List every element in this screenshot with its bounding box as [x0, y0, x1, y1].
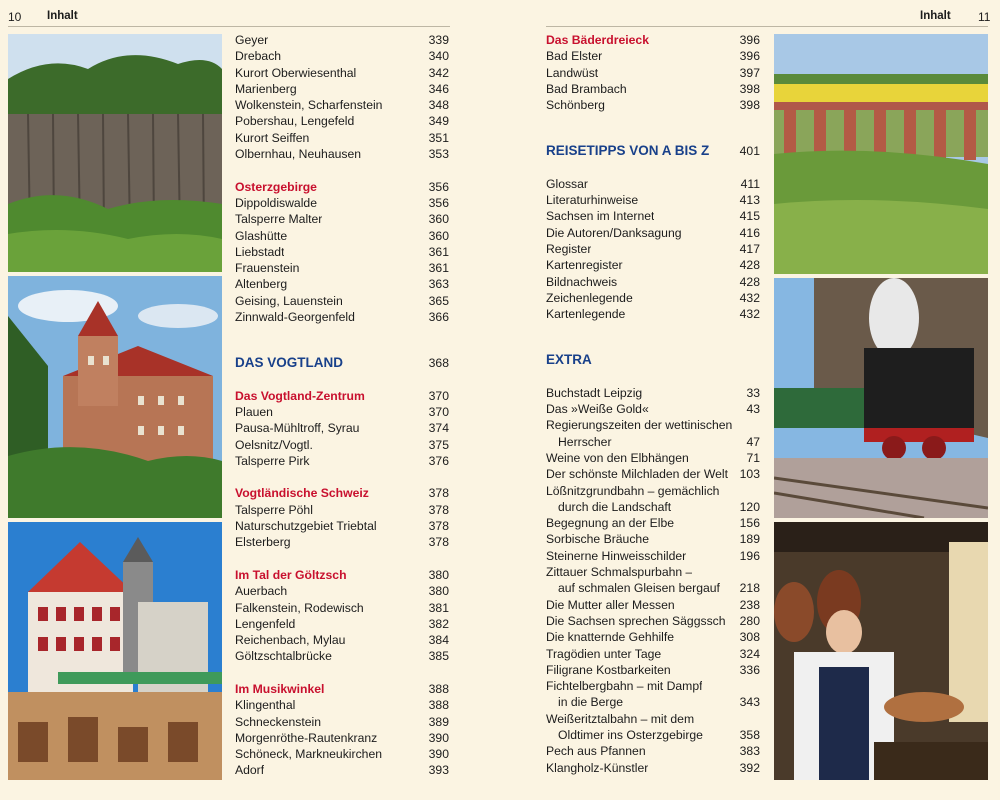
toc-entry-title: Talsperre Pirk — [235, 453, 310, 468]
toc-entry-page: 416 — [739, 225, 760, 240]
toc-entry[interactable] — [235, 730, 449, 746]
toc-entry[interactable] — [546, 466, 760, 482]
toc-entry[interactable] — [235, 244, 449, 260]
toc-entry-title: Im Musikwinkel — [235, 681, 325, 696]
toc-entry-title: Göltzschtalbrücke — [235, 649, 332, 664]
toc-entry[interactable] — [235, 113, 449, 129]
toc-section-heading[interactable] — [235, 179, 449, 195]
toc-entry-page: 280 — [739, 613, 760, 628]
toc-entry[interactable] — [546, 646, 760, 662]
toc-entry[interactable] — [546, 241, 760, 257]
toc-entry-page: 346 — [428, 81, 449, 96]
toc-spacer — [546, 322, 760, 346]
toc-entry-title: Pech aus Pfannen — [546, 744, 646, 759]
toc-entry-title: Elsterberg — [235, 535, 291, 550]
toc-entry[interactable] — [546, 629, 760, 645]
toc-entry[interactable] — [235, 420, 449, 436]
toc-entry[interactable] — [546, 580, 760, 596]
toc-entry-title: Adorf — [235, 763, 265, 778]
toc-entry-title: Kurort Oberwiesenthal — [235, 65, 357, 80]
toc-entry[interactable] — [235, 404, 449, 420]
toc-spacer — [546, 113, 760, 137]
toc-section-heading[interactable] — [235, 485, 449, 501]
toc-entry-page: 384 — [428, 633, 449, 648]
toc-entry[interactable] — [235, 502, 449, 518]
toc-entry-title: Die Mutter aller Messen — [546, 597, 675, 612]
toc-entry[interactable] — [546, 65, 760, 81]
toc-entry[interactable] — [546, 401, 760, 417]
toc-entry-page: 432 — [739, 307, 760, 322]
toc-entry-page: 120 — [739, 499, 760, 514]
toc-entry[interactable] — [235, 276, 449, 292]
toc-entry-page: 381 — [428, 600, 449, 615]
toc-entry-page: 343 — [739, 695, 760, 710]
toc-entry-title: Klingenthal — [235, 698, 296, 713]
toc-entry-title: in die Berge — [558, 695, 624, 710]
toc-entry-title: Herrscher — [558, 434, 612, 449]
toc-entry-title: Steinerne Hinweisschilder — [546, 548, 687, 563]
toc-entry-title: Bildnachweis — [546, 274, 618, 289]
toc-entry-page: 339 — [428, 33, 449, 47]
toc-entry[interactable] — [235, 632, 449, 648]
header-rule-left — [8, 26, 450, 27]
toc-entry-title: Landwüst — [546, 65, 599, 80]
toc-entry-page: 358 — [739, 727, 760, 742]
toc-entry-title: Schönberg — [546, 98, 605, 113]
toc-entry-title: Bad Elster — [546, 49, 603, 64]
toc-entry-title: Regierungszeiten der wettinischen — [546, 418, 733, 433]
toc-entry-title: Im Tal der Göltzsch — [235, 567, 347, 582]
toc-entry-title: Literaturhinweise — [546, 193, 639, 208]
toc-entry-page: 396 — [739, 49, 760, 64]
toc-entry[interactable] — [546, 499, 760, 515]
toc-entry-page: 417 — [739, 241, 760, 256]
toc-entry[interactable] — [235, 65, 449, 81]
toc-entry[interactable] — [235, 81, 449, 97]
toc-entry-page: 336 — [739, 662, 760, 677]
toc-entry-page: 356 — [428, 179, 449, 194]
toc-entry-title: Klangholz-Künstler — [546, 760, 649, 775]
toc-entry[interactable] — [235, 518, 449, 534]
toc-entry-page: 324 — [739, 646, 760, 661]
page-number-right: 11 — [978, 10, 991, 24]
toc-entry[interactable] — [235, 32, 449, 48]
toc-entry-title: Kartenlegende — [546, 307, 626, 322]
toc-entry[interactable] — [235, 293, 449, 309]
toc-entry-page: 33 — [746, 385, 760, 400]
toc-entry-title: Pobershau, Lengefeld — [235, 114, 355, 129]
toc-chapter-heading[interactable] — [235, 349, 449, 371]
toc-entry-title: Oelsnitz/Vogtl. — [235, 437, 313, 452]
running-title-left: Inhalt — [47, 10, 78, 22]
toc-entry-page: 378 — [428, 486, 449, 501]
toc-entry[interactable] — [546, 274, 760, 290]
toc-entry-page: 398 — [739, 98, 760, 113]
toc-entry-page: 388 — [428, 681, 449, 696]
toc-entry[interactable] — [546, 727, 760, 743]
toc-entry-page: 378 — [428, 502, 449, 517]
photo-instrument-maker — [774, 522, 988, 780]
toc-entry-page: 360 — [428, 228, 449, 243]
toc-entry-page: 380 — [428, 584, 449, 599]
toc-entry[interactable] — [546, 176, 760, 192]
toc-entry-title: durch die Landschaft — [558, 499, 672, 514]
toc-entry[interactable] — [235, 260, 449, 276]
toc-entry[interactable] — [235, 211, 449, 227]
toc-entry-title: Lößnitzgrundbahn – gemächlich — [546, 483, 720, 498]
toc-entry[interactable] — [546, 743, 760, 759]
toc-entry-page: 368 — [428, 356, 449, 371]
photo-town-hall-market — [8, 522, 222, 780]
toc-entry-title: Geising, Lauenstein — [235, 293, 343, 308]
toc-section-heading[interactable] — [235, 567, 449, 583]
toc-entry-page: 308 — [739, 630, 760, 645]
toc-entry-page: 428 — [739, 274, 760, 289]
toc-entry-page: 71 — [746, 450, 760, 465]
toc-entry-title: Dippoldiswalde — [235, 195, 317, 210]
toc-chapter-heading[interactable] — [546, 137, 760, 159]
toc-entry-title: Glashütte — [235, 228, 288, 243]
toc-entry-title: DAS VOGTLAND — [235, 355, 343, 371]
toc-entry[interactable] — [546, 483, 760, 499]
toc-entry-page: 351 — [428, 130, 449, 145]
toc-entry[interactable] — [546, 290, 760, 306]
toc-entry-page: 375 — [428, 437, 449, 452]
toc-entry-title: Oldtimer ins Osterzgebirge — [558, 727, 703, 742]
toc-entry[interactable] — [235, 648, 449, 664]
toc-entry-title: Osterzgebirge — [235, 179, 317, 194]
toc-entry-page: 189 — [739, 532, 760, 547]
toc-entry-title: Altenberg — [235, 277, 288, 292]
toc-entry-title: Wolkenstein, Scharfenstein — [235, 98, 383, 113]
toc-entry[interactable] — [235, 97, 449, 113]
toc-entry[interactable] — [235, 583, 449, 599]
toc-entry-title: Falkenstein, Rodewisch — [235, 600, 364, 615]
toc-entry-title: Schneckenstein — [235, 714, 322, 729]
toc-spacer — [235, 371, 449, 387]
toc-entry[interactable] — [546, 434, 760, 450]
toc-entry-title: Die Sachsen sprechen Säggssch — [546, 613, 726, 628]
toc-entry-title: Kartenregister — [546, 258, 623, 273]
toc-section-heading[interactable] — [235, 681, 449, 697]
toc-entry-title: auf schmalen Gleisen bergauf — [558, 581, 720, 596]
toc-entry[interactable] — [235, 195, 449, 211]
toc-entry[interactable] — [546, 192, 760, 208]
toc-entry[interactable] — [235, 48, 449, 64]
toc-entry-title: Morgenröthe-Rautenkranz — [235, 730, 378, 745]
toc-entry-page: 413 — [739, 193, 760, 208]
toc-entry-page: 47 — [746, 434, 760, 449]
toc-entry-page: 356 — [428, 195, 449, 210]
toc-spacer — [235, 469, 449, 485]
toc-entry-page: 156 — [739, 516, 760, 531]
toc-entry[interactable] — [235, 714, 449, 730]
toc-entry[interactable] — [546, 711, 760, 727]
toc-entry[interactable] — [546, 564, 760, 580]
toc-entry-title: Bad Brambach — [546, 81, 627, 96]
page-number-left: 10 — [8, 10, 22, 24]
toc-entry-title: Drebach — [235, 49, 282, 64]
toc-entry-title: Das »Weiße Gold« — [546, 402, 649, 417]
toc-entry[interactable] — [235, 453, 449, 469]
toc-entry-page: 376 — [428, 453, 449, 468]
toc-entry-page: 397 — [739, 65, 760, 80]
toc-entry-page: 428 — [739, 258, 760, 273]
toc-spacer — [546, 368, 760, 384]
toc-entry-title: Die knatternde Gehhilfe — [546, 630, 675, 645]
toc-entry-title: EXTRA — [546, 352, 592, 368]
toc-entry-page: 390 — [428, 730, 449, 745]
toc-entry-title: Das Vogtland-Zentrum — [235, 388, 365, 403]
toc-entry[interactable] — [546, 450, 760, 466]
toc-entry-title: Talsperre Pöhl — [235, 502, 313, 517]
toc-column-right — [546, 32, 760, 776]
toc-entry-title: Zinnwald-Georgenfeld — [235, 310, 355, 325]
toc-entry-page: 342 — [428, 65, 449, 80]
toc-entry-page: 370 — [428, 404, 449, 419]
toc-entry-title: Begegnung an der Elbe — [546, 516, 675, 531]
toc-chapter-heading[interactable] — [546, 346, 760, 368]
toc-entry-page: 378 — [428, 535, 449, 550]
header-rule-right — [546, 26, 988, 27]
toc-entry-title: Weißeritztalbahn – mit dem — [546, 711, 695, 726]
toc-entry[interactable] — [546, 81, 760, 97]
toc-entry-page: 383 — [739, 744, 760, 759]
toc-entry[interactable] — [546, 417, 760, 433]
toc-entry-title: Pausa-Mühltroff, Syrau — [235, 421, 360, 436]
toc-entry-title: Schöneck, Markneukirchen — [235, 747, 382, 762]
toc-entry-title: Vogtländische Schweiz — [235, 486, 369, 501]
toc-entry-title: Sorbische Bräuche — [546, 532, 649, 547]
toc-entry-page: 382 — [428, 616, 449, 631]
toc-entry[interactable] — [235, 600, 449, 616]
toc-entry-title: Sachsen im Internet — [546, 209, 655, 224]
toc-entry-page: 370 — [428, 388, 449, 403]
toc-entry-title: Frauenstein — [235, 261, 300, 276]
toc-entry-page: 374 — [428, 421, 449, 436]
toc-entry-title: Der schönste Milchladen der Welt — [546, 467, 728, 482]
toc-entry-page: 218 — [739, 581, 760, 596]
toc-entry-page: 348 — [428, 98, 449, 113]
toc-entry-page: 361 — [428, 261, 449, 276]
toc-spacer — [235, 665, 449, 681]
toc-column-left — [235, 32, 449, 779]
toc-entry-title: Zeichenlegende — [546, 290, 633, 305]
toc-entry-page: 385 — [428, 649, 449, 664]
toc-entry[interactable] — [235, 309, 449, 325]
toc-entry-page: 411 — [740, 176, 760, 191]
toc-entry[interactable] — [235, 437, 449, 453]
toc-entry[interactable] — [546, 257, 760, 273]
toc-entry[interactable] — [235, 616, 449, 632]
toc-entry[interactable] — [546, 531, 760, 547]
toc-entry[interactable] — [546, 515, 760, 531]
toc-spacer — [546, 159, 760, 175]
toc-entry-page: 398 — [739, 81, 760, 96]
toc-entry-title: REISETIPPS VON A BIS Z — [546, 143, 710, 159]
toc-entry[interactable] — [546, 597, 760, 613]
toc-entry[interactable] — [235, 697, 449, 713]
photo-castle — [8, 276, 222, 518]
toc-entry-page: 43 — [746, 402, 760, 417]
toc-entry-title: Geyer — [235, 33, 269, 47]
photo-steam-train — [774, 278, 988, 518]
toc-entry-page: 361 — [428, 244, 449, 259]
toc-entry[interactable] — [546, 48, 760, 64]
toc-entry-title: Kurort Seiffen — [235, 130, 310, 145]
toc-entry-title: Reichenbach, Mylau — [235, 633, 346, 648]
photo-basalt-cliff — [8, 34, 222, 272]
toc-entry-page: 196 — [739, 548, 760, 563]
toc-entry-page: 380 — [428, 567, 449, 582]
toc-entry-title: Plauen — [235, 404, 273, 419]
toc-entry-page: 432 — [739, 290, 760, 305]
toc-entry-title: Naturschutzgebiet Triebtal — [235, 519, 377, 534]
toc-entry[interactable] — [546, 694, 760, 710]
toc-entry-title: Die Autoren/Danksagung — [546, 225, 682, 240]
toc-entry-page: 389 — [428, 714, 449, 729]
toc-entry[interactable] — [235, 228, 449, 244]
toc-entry[interactable] — [235, 130, 449, 146]
toc-entry-title: Filigrane Kostbarkeiten — [546, 662, 671, 677]
toc-entry-title: Das Bäderdreieck — [546, 33, 649, 47]
toc-entry[interactable] — [235, 762, 449, 778]
toc-section-heading[interactable] — [546, 32, 760, 48]
photo-viaduct — [774, 34, 988, 274]
toc-entry-page: 392 — [739, 760, 760, 775]
toc-entry-page: 349 — [428, 114, 449, 129]
toc-entry-title: Liebstadt — [235, 244, 285, 259]
toc-entry-title: Buchstadt Leipzig — [546, 385, 643, 400]
toc-entry[interactable] — [546, 208, 760, 224]
toc-entry[interactable] — [546, 548, 760, 564]
toc-entry[interactable] — [235, 534, 449, 550]
toc-entry-page: 393 — [428, 763, 449, 778]
toc-entry-title: Talsperre Malter — [235, 212, 323, 227]
toc-entry[interactable] — [546, 613, 760, 629]
toc-entry-page: 378 — [428, 519, 449, 534]
toc-entry-title: Tragödien unter Tage — [546, 646, 662, 661]
running-title-right: Inhalt — [920, 10, 951, 22]
toc-entry-title: Lengenfeld — [235, 616, 296, 631]
toc-entry[interactable] — [235, 746, 449, 762]
toc-entry-title: Register — [546, 241, 592, 256]
toc-entry-title: Marienberg — [235, 81, 297, 96]
toc-entry-page: 396 — [739, 33, 760, 47]
toc-entry-page: 353 — [428, 147, 449, 162]
toc-entry-title: Weine von den Elbhängen — [546, 450, 689, 465]
toc-entry[interactable] — [546, 760, 760, 776]
toc-entry-title: Glossar — [546, 176, 588, 191]
toc-entry-page: 365 — [428, 293, 449, 308]
toc-entry-page: 360 — [428, 212, 449, 227]
toc-entry-page: 340 — [428, 49, 449, 64]
toc-entry-title: Auerbach — [235, 584, 288, 599]
toc-entry-page: 363 — [428, 277, 449, 292]
toc-entry[interactable] — [546, 306, 760, 322]
toc-entry-page: 415 — [739, 209, 760, 224]
toc-entry[interactable] — [546, 662, 760, 678]
toc-entry-page: 366 — [428, 310, 449, 325]
toc-entry[interactable] — [546, 678, 760, 694]
toc-spacer — [235, 162, 449, 178]
toc-entry-title: Zittauer Schmalspurbahn – — [546, 565, 693, 580]
toc-entry[interactable] — [546, 385, 760, 401]
toc-entry[interactable] — [235, 146, 449, 162]
toc-entry-page: 103 — [739, 467, 760, 482]
toc-entry-page: 390 — [428, 747, 449, 762]
toc-entry[interactable] — [546, 97, 760, 113]
toc-entry[interactable] — [546, 225, 760, 241]
toc-entry-title: Fichtelbergbahn – mit Dampf — [546, 679, 703, 694]
toc-entry-title: Olbernhau, Neuhausen — [235, 147, 362, 162]
toc-entry-page: 401 — [739, 144, 760, 159]
toc-section-heading[interactable] — [235, 388, 449, 404]
toc-entry-page: 238 — [739, 597, 760, 612]
toc-spacer — [235, 551, 449, 567]
toc-spacer — [235, 325, 449, 349]
toc-entry-page: 388 — [428, 698, 449, 713]
